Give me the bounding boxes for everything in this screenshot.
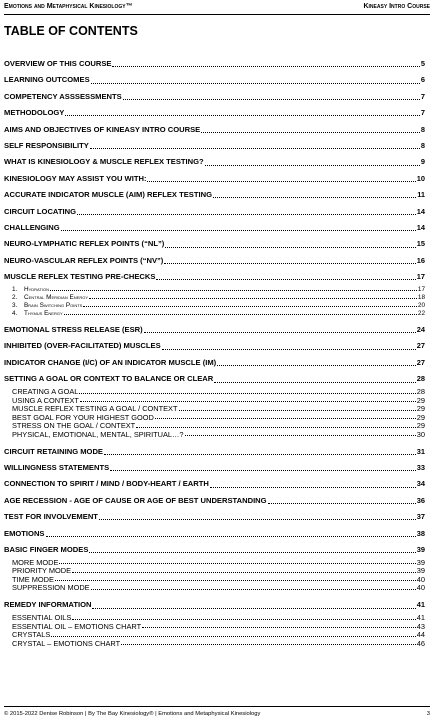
toc-entry-page: 10 [416, 173, 425, 183]
dot-leader [79, 393, 415, 394]
toc-entry-page: 15 [416, 239, 425, 249]
toc-entry-page: 46 [416, 639, 425, 648]
toc-entry[interactable] [4, 576, 425, 585]
toc-entry-page: 37 [416, 512, 425, 522]
toc-entry-page: 7 [420, 108, 425, 118]
toc-entry-title: MUSCLE REFLEX TESTING PRE-CHECKS [4, 272, 156, 282]
toc-entry-page: 39 [416, 558, 425, 567]
header-left-title: Emotions and Metaphysical Kinesiology™ [4, 3, 133, 10]
header-right-title: Kineasy Intro Course [363, 3, 430, 10]
dot-leader [144, 332, 416, 333]
toc-entry-page: 24 [416, 325, 425, 335]
toc-entry-title: TIME MODE [12, 575, 54, 584]
toc-entry-title: CRYSTALS [12, 631, 51, 640]
toc-entry-title: SETTING A GOAL OR CONTEXT TO BALANCE OR CLEAR [4, 374, 214, 384]
toc-entry-title: CREATING A GOAL [12, 388, 79, 397]
toc-entry-page: 28 [416, 374, 425, 384]
toc-entry[interactable] [4, 640, 425, 649]
toc-entry[interactable] [4, 623, 425, 632]
toc-entry[interactable] [4, 510, 425, 523]
dot-leader [136, 427, 416, 428]
toc-entry-page: 17 [417, 285, 425, 293]
toc-entry-page: 5 [420, 59, 425, 68]
toc-entry[interactable] [4, 270, 425, 283]
toc-entry-title: INHIBITED (OVER-FACILITATED) MUSCLES [4, 341, 161, 351]
toc-entry[interactable] [4, 139, 425, 152]
dot-leader [89, 552, 415, 553]
toc-entry-title: ESSENTIAL OIL – EMOTIONS CHART [12, 622, 142, 631]
toc-entry-page: 11 [417, 190, 425, 200]
dot-leader [185, 435, 416, 436]
toc-entry[interactable] [4, 302, 425, 310]
toc-entry-title: LEARNING OUTCOMES [4, 75, 90, 85]
dot-leader [77, 214, 416, 215]
toc-entry[interactable] [4, 254, 425, 267]
toc-entry-title: MORE MODE [12, 558, 59, 567]
dot-leader [91, 589, 416, 590]
toc-entry-page: 9 [420, 157, 425, 167]
toc-entry[interactable] [4, 477, 425, 490]
dot-leader [80, 401, 416, 402]
toc-entry-title: Hydration [24, 285, 49, 293]
dot-leader [217, 365, 416, 366]
toc-entry[interactable] [4, 356, 425, 369]
dot-leader [205, 165, 420, 166]
toc-entry[interactable] [4, 397, 425, 406]
toc-entry-title: PHYSICAL, EMOTIONAL, MENTAL, SPIRITUAL…? [12, 430, 184, 439]
toc-entry-title: METHODOLOGY [4, 108, 65, 118]
dot-leader [91, 83, 420, 84]
toc-entry-page: 14 [416, 206, 425, 216]
toc-entry-title: STRESS ON THE GOAL / CONTEXT [12, 422, 136, 431]
toc-entry-page: 27 [416, 341, 425, 351]
toc-entry-page: 16 [416, 255, 425, 265]
toc-entry-title: OVERVIEW OF THIS COURSE [4, 59, 112, 68]
toc-entry-page: 41 [416, 614, 425, 623]
dot-leader [51, 636, 415, 637]
toc-entry-number: 4. [12, 309, 18, 317]
dot-leader [90, 148, 420, 149]
toc-entry[interactable] [4, 405, 425, 414]
dot-leader [156, 279, 415, 280]
toc-entry[interactable] [4, 567, 425, 576]
toc-entry-page: 36 [416, 495, 425, 505]
toc-entry[interactable] [4, 73, 425, 86]
toc-entry-title: ESSENTIAL OILS [12, 614, 72, 623]
dot-leader [213, 197, 416, 198]
toc-entry-title: WHAT IS KINESIOLOGY & MUSCLE REFLEX TESTING? [4, 157, 204, 167]
table-of-contents [4, 57, 425, 654]
toc-entry[interactable] [4, 543, 425, 556]
dot-leader [162, 349, 416, 350]
dot-leader [121, 644, 416, 645]
toc-entry-title: Thymus Energy [24, 309, 63, 317]
toc-entry[interactable] [4, 123, 425, 136]
toc-entry[interactable] [4, 372, 425, 385]
toc-entry-page: 20 [417, 301, 425, 309]
toc-entry-page: 40 [416, 584, 425, 593]
dot-leader [61, 230, 416, 231]
toc-entry[interactable] [4, 559, 425, 568]
dot-leader [179, 410, 416, 411]
page-header [4, 2, 430, 15]
toc-entry-title: TEST FOR INVOLVEMENT [4, 512, 98, 522]
dot-leader [72, 619, 415, 620]
toc-entry[interactable] [4, 598, 425, 611]
dot-leader [142, 627, 416, 628]
toc-entry[interactable] [4, 614, 425, 623]
toc-entry[interactable] [4, 494, 425, 507]
toc-entry-title: BASIC FINGER MODES [4, 544, 89, 554]
toc-entry-title: CRYSTAL – EMOTIONS CHART [12, 639, 121, 648]
toc-entry-title: EMOTIONS [4, 528, 45, 538]
toc-entry-title: PRIORITY MODE [12, 567, 71, 576]
toc-entry-title: SELF RESPONSIBILITY [4, 140, 89, 150]
toc-entry-page: 31 [416, 446, 425, 456]
toc-entry[interactable] [4, 388, 425, 397]
toc-entry[interactable] [4, 294, 425, 302]
toc-entry-title: Central Meridian Energy [24, 293, 88, 301]
toc-entry[interactable] [4, 172, 425, 185]
toc-entry[interactable] [4, 339, 425, 352]
toc-entry-title: CIRCUIT RETAINING MODE [4, 446, 103, 456]
dot-leader [155, 418, 416, 419]
toc-entry-title: CHALLENGING [4, 222, 60, 232]
toc-entry-page: 43 [416, 622, 425, 631]
dot-leader [164, 263, 415, 264]
toc-entry-page: 40 [416, 575, 425, 584]
toc-entry-page: 17 [416, 272, 425, 282]
dot-leader [110, 470, 416, 471]
dot-leader [59, 563, 415, 564]
toc-entry-title: NEURO-VASCULAR REFLEX POINTS (“NV”) [4, 255, 164, 265]
toc-entry[interactable] [4, 286, 425, 294]
toc-entry[interactable] [4, 422, 425, 431]
toc-entry-title: INDICATOR CHANGE (I/C) OF AN INDICATOR MUSCLE (IM) [4, 357, 217, 367]
toc-entry-page: 7 [420, 91, 425, 101]
toc-entry-title: COMPETENCY ASSSESSMENTS [4, 91, 122, 101]
page-number: 3 [426, 711, 430, 717]
dot-leader [104, 454, 416, 455]
dot-leader [268, 503, 416, 504]
toc-entry-title: WILLINGNESS STATEMENTS [4, 462, 110, 472]
toc-entry-page: 33 [416, 462, 425, 472]
toc-entry-page: 28 [416, 388, 425, 397]
dot-leader [50, 290, 417, 291]
toc-entry-title: SUPPRESSION MODE [12, 584, 90, 593]
dot-leader [46, 536, 416, 537]
toc-entry[interactable] [4, 57, 425, 70]
toc-entry-page: 38 [416, 528, 425, 538]
toc-entry-page: 8 [420, 140, 425, 150]
page-footer [4, 706, 430, 721]
dot-leader [99, 519, 416, 520]
toc-entry-page: 27 [416, 357, 425, 367]
toc-entry-number: 2. [12, 293, 18, 301]
toc-entry[interactable] [4, 221, 425, 234]
toc-entry[interactable] [4, 106, 425, 119]
toc-entry-page: 41 [416, 600, 425, 610]
toc-entry-page: 29 [416, 396, 425, 405]
toc-entry[interactable] [4, 527, 425, 540]
toc-entry-title: AGE RECESSION - AGE OF CAUSE OR AGE OF BEST UNDERSTANDING [4, 495, 267, 505]
toc-entry-page: 34 [416, 479, 425, 489]
toc-entry-page: 8 [420, 124, 425, 134]
toc-entry-page: 6 [420, 75, 425, 85]
toc-entry-title: CONNECTION TO SPIRIT / MIND / BODY-HEART / EARTH [4, 479, 209, 489]
dot-leader [112, 66, 419, 67]
dot-leader [92, 608, 415, 609]
toc-entry-title: KINESIOLOGY MAY ASSIST YOU WITH: [4, 173, 147, 183]
toc-entry[interactable] [4, 188, 425, 201]
dot-leader [147, 181, 415, 182]
toc-entry-page: 29 [416, 405, 425, 414]
toc-entry-title: NEURO-LYMPHATIC REFLEX POINTS (“NL”) [4, 239, 165, 249]
toc-entry-page: 29 [416, 422, 425, 431]
toc-entry-title: AIMS AND OBJECTIVES OF KINEASY INTRO COURSE [4, 124, 201, 134]
toc-entry-number: 3. [12, 301, 18, 309]
toc-entry-title: CIRCUIT LOCATING [4, 206, 76, 216]
toc-entry-page: 39 [416, 544, 425, 554]
dot-leader [83, 306, 417, 307]
toc-entry-title: MUSCLE REFLEX TESTING A GOAL / CONTEXT [12, 405, 178, 414]
dot-leader [65, 115, 420, 116]
toc-entry-title: USING A CONTEXT [12, 396, 79, 405]
toc-entry[interactable] [4, 310, 425, 318]
toc-entry[interactable] [4, 414, 425, 423]
toc-entry-title: REMEDY INFORMATION [4, 600, 92, 610]
toc-entry[interactable] [4, 90, 425, 103]
toc-entry-page: 29 [416, 413, 425, 422]
toc-entry-page: 14 [416, 222, 425, 232]
toc-entry-title: BEST GOAL FOR YOUR HIGHEST GOOD [12, 413, 154, 422]
dot-leader [210, 487, 416, 488]
toc-entry-title: EMOTIONAL STRESS RELEASE (ESR) [4, 325, 143, 335]
toc-entry[interactable] [4, 584, 425, 593]
toc-entry-page: 39 [416, 567, 425, 576]
toc-entry-title: ACCURATE INDICATOR MUSCLE (AIM) REFLEX TESTING [4, 190, 212, 200]
dot-leader [72, 572, 416, 573]
toc-entry-title: Brain Switching Points [24, 301, 83, 309]
dot-leader [89, 298, 417, 299]
toc-entry-page: 18 [417, 293, 425, 301]
toc-entry-page: 44 [416, 631, 425, 640]
dot-leader [165, 247, 415, 248]
toc-entry[interactable] [4, 237, 425, 250]
page-title: TABLE OF CONTENTS [4, 24, 138, 38]
toc-entry-number: 1. [12, 285, 18, 293]
toc-entry-page: 22 [417, 309, 425, 317]
dot-leader [214, 382, 416, 383]
toc-entry[interactable] [4, 323, 425, 336]
toc-entry[interactable] [4, 431, 425, 440]
dot-leader [123, 99, 420, 100]
footer-copyright: © 2015-2022 Denise Robinson | By The Bay Kinesiology® | Emotions and Metaphysical Kinesiology [4, 711, 261, 717]
toc-entry[interactable] [4, 205, 425, 218]
toc-entry-page: 30 [416, 430, 425, 439]
dot-leader [201, 132, 420, 133]
toc-entry[interactable] [4, 445, 425, 458]
dot-leader [55, 580, 416, 581]
toc-entry[interactable] [4, 461, 425, 474]
toc-entry[interactable] [4, 155, 425, 168]
toc-entry[interactable] [4, 631, 425, 640]
dot-leader [64, 314, 417, 315]
